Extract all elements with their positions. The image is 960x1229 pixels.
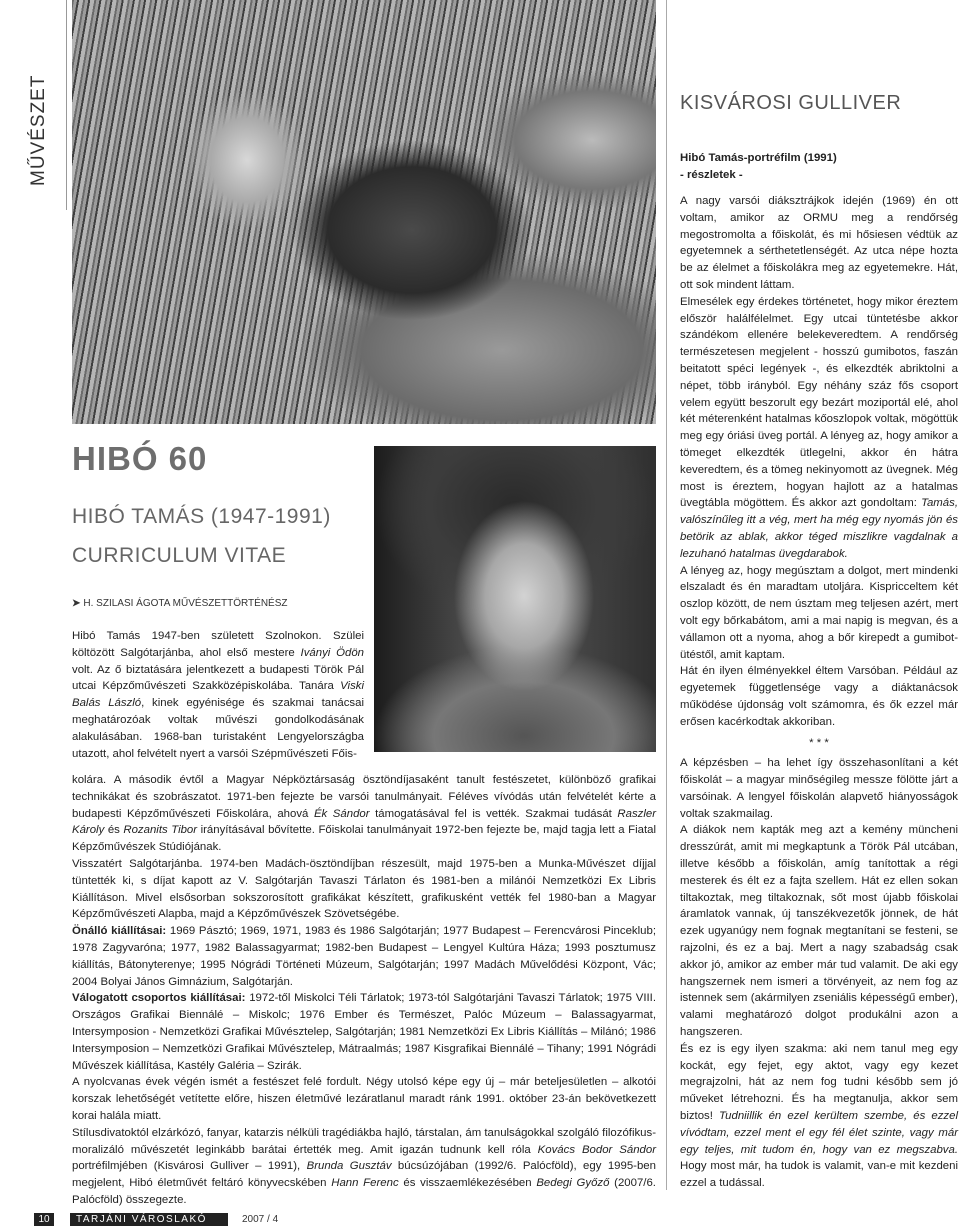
page-title: HIBÓ 60	[72, 440, 208, 477]
arrow-icon: ➤	[72, 598, 81, 609]
text-run: (2007/6. Palócföld) összegezte.	[72, 1177, 656, 1206]
photo-portrait-artist	[374, 446, 656, 752]
paragraph	[72, 923, 656, 990]
text-run: portréfilmjében (Kisvárosi Gulliver – 1991),	[72, 1160, 307, 1173]
interview-title: KISVÁROSI GULLIVER	[680, 92, 902, 114]
photo-reclining-artist	[72, 0, 656, 424]
text-run: és	[104, 824, 124, 837]
paragraph	[72, 856, 656, 923]
section-divider	[66, 0, 67, 210]
text-run: Raszler Károly	[72, 807, 657, 837]
cv-text-wide	[72, 772, 656, 1209]
author-byline: ➤ H. SZILASI ÁGOTA MŰVÉSZETTÖRTÉNÉSZ	[72, 598, 288, 609]
paragraph	[72, 1074, 656, 1124]
text-run: Hát én ilyen élményekkel éltem Varsóban. Például az egyetemek függetlensége vagy a diáktanácsok működése újdonság volt számomra, és ők ezzel már erősen kacérkodtak akkoriban.	[680, 665, 958, 728]
text-run: , kinek egyénisége és szakmai tanácsai meghatározóak voltak művészi gondolkodásának alakulásában. 1968-ban turistaként Lengyelországba utazott, ahol felvételt nyert a varsói Szépművészeti Főis-	[72, 697, 364, 760]
text-run: Elmesélek egy érdekes történetet, hogy mikor éreztem először halálfélelmet. Egy utcai tüntetésbe akkor szándékom ellenére belekeveredtem. A rendőrség természetesen megjelent - hosszú gumibotos, faszán beitatott spéci legények -, és elkezdték abriktolni a népet, több irányból. Egy néhány száz fős csoport velem együtt beszorult egy bezárt moziportál elé, ahol két méterenként hatalmas kőoszlopok voltak, mögöttük meg egy óriási üveg portál. A lényeg az, hogy amikor a tömeget elkezdték ütlegelni, akkor én hátra keveredtem, és a tömeg nekinyomott az üvegnek. Még most is éreztem, hogyan hajlott az a hatalmas üvegtábla mögöttem. És akkor azt gondoltam:	[680, 295, 958, 510]
text-run: Hann Ferenc	[331, 1177, 399, 1190]
artist-subtitle: HIBÓ TAMÁS (1947-1991)	[72, 505, 331, 528]
text-run: búcsúzójában (1992/6. Palócföld), egy 1995-ben megjelent, Hibó életművét feltáró könyvecskében	[72, 1160, 656, 1190]
paragraph	[680, 563, 958, 664]
paragraph	[680, 735, 958, 752]
paragraph	[680, 822, 958, 1040]
text-run: Bedegi Győző	[536, 1177, 610, 1190]
text-run: A diákok nem kapták meg azt a kemény müncheni dresszúrát, amit mi megkaptunk a Török Pál utcában, illetve később a főiskolán, amíg tanítottak a régi mesterek és élt ez a fajta szellem. Hát ez ellen sokan tiltakoztak, meg tiltakoznak, sőt most újabb főiskolai áramlatok vannak, új tanszékvezetők jönnek, de hát ezek ugyanúgy nem fognak megtanítani se festeni, se rajzolni, és ez a baj. Mert a nagy szabadság csak akkor jó, amikor az ember már tud valamit. De aki egy hangszernek nem ismeri a törvényeit, az nem fog az istennek sem (akármilyen zseniális képességű ember), valami meghatározó dolgot produkálni azon a hangszeren.	[680, 824, 958, 1039]
paragraph	[680, 663, 958, 730]
column-divider	[666, 0, 667, 1190]
text-run: Tamás, valószínűleg itt a vég, mert ha még egy nyomás jön és betörik az ablak, akkor téged miszlikre vagdalnak a lezuhanó hatalmas üvegdarabok.	[680, 497, 958, 560]
text-run: Hogy most már, ha tudok is valamit, van-e mit kezdeni ezzel a tudással.	[680, 1160, 958, 1190]
cv-text-narrow	[72, 628, 364, 762]
interview-text	[680, 193, 958, 1192]
cv-heading: CURRICULUM VITAE	[72, 544, 287, 567]
text-run: Hibó Tamás 1947-ben született Szolnokon. Szülei költözött Salgótarjánba, ahol első mestere	[72, 630, 364, 659]
text-run: kolára. A második évtől a Magyar Népköztársaság ösztöndíjasaként tanult festészetet, különböző grafikai technikákat és szobrászatot. 1971-ben fejezte be varsói tanulmányait. Féléves vívódás után felvételét kérte a budapesti Képzőművészeti Főiskolára, ahová	[72, 774, 656, 820]
text-run: Stílusdivatoktól elzárkózó, fanyar, katarzis nélküli tragédiákba hajló, társtalan, ám tanulságokkal szolgáló filozófikus-moralizáló művészetét leginkább barátai értették meg. Amit igazán tudnunk kell róla	[72, 1126, 656, 1156]
text-run: Iványi Ödön	[300, 646, 364, 659]
text-run: irányításával bővítette. Főiskolai tanulmányait 1972-ben fejezte be, majd tagja lett a Fiatal Képzőművészek Stúdiójának.	[72, 824, 656, 854]
text-run: Rozanits Tibor	[123, 824, 198, 837]
page-number: 10	[34, 1213, 54, 1226]
paragraph	[72, 772, 656, 856]
text-run: A nyolcvanas évek végén ismét a festészet felé fordult. Négy utolsó képe egy új – már beteljesületlen – alkotói korszak lehetőségét vetítette előre, hiszen életművé lezáratlanul maradt ránk 1991. október 23-án bekövetkezett korai halála miatt.	[72, 1076, 656, 1122]
paragraph	[72, 990, 656, 1074]
text-run: A képzésben – ha lehet így összehasonlítani a két főiskolát – a magyar minőségileg messze fölötte járt a varsóinak. A lengyel főiskolán alapvető hiányosságok voltak szakmailag.	[680, 757, 958, 820]
journal-name: TARJÁNI VÁROSLAKÓ	[70, 1213, 228, 1226]
text-run: Visszatért Salgótarjánba. 1974-ben Madách-ösztöndíjban részesült, majd 1975-ben a Munka-Művészet díjjal tüntették ki, s díjat kapott az V. Salgótarján Tavaszi Tárlaton és 1981-ben a milánói Nemzetközi Ex Libris Kiállításon. Mivel elsősorban sokszorosított grafikákat készített, grafikusként vették fel 1980-ban a Magyar Képzőművészeti Alapba, majd a Képzőművészek Szövetségébe.	[72, 857, 656, 921]
text-run: * * *	[809, 736, 829, 749]
text-run: Tudniillik én ezel kerültem szembe, és ezzel vívódtam, ezzel ment el egy fél élet szinte, vagy már egy teljes, mit tudom én, hogy van ez megszabva.	[680, 1110, 958, 1156]
text-run: és visszaemlékezésében	[398, 1177, 537, 1190]
text-run: A lényeg az, hogy megúsztam a dolgot, mert mindenki elszaladt és én maradtam utoljára. Kispricceltem két oszlop között, de nem úsztam meg teljesen azért, mert volt egy bőrkabátom, ami a mai napig is megvan, és a vállamon ott a nyoma, ahog a bőr kirepedt a gumibot-ütéstől, amit kaptam.	[680, 564, 958, 661]
film-title-line: Hibó Tamás-portréfilm (1991)	[680, 152, 837, 164]
text-run: támogatásával fel is vették. Szakmai tudását	[369, 807, 618, 820]
text-run: Kovács Bodor Sándor	[537, 1143, 656, 1156]
paragraph	[680, 294, 958, 563]
paragraph	[72, 628, 364, 762]
film-subtitle-line: - részletek -	[680, 168, 743, 181]
text-run: Válogatott csoportos kiállításai:	[72, 992, 246, 1005]
paragraph	[680, 1041, 958, 1192]
text-run: 1969 Pásztó; 1969, 1971, 1983 és 1986 Salgótarján; 1977 Budapest – Ferencvárosi Pinceklub; 1978 Zagyvaróna; 1977, 1982 Balassagyarmat; 1982-ben Budapest – Lengyel Kultúra Háza; 1993 posztumusz kiállítás, Bátonyterenye; 1995 Nógrádi Történeti Múzeum, Salgótarján; 1997 Madách Művelődési Központ, Vác; 2004 Bolyai János Gimnázium, Salgótarján.	[72, 925, 656, 988]
text-run: Önálló kiállításai:	[72, 925, 167, 938]
text-run: A nagy varsói diáksztrájkok idején (1969) én ott voltam, amikor az ORMU meg a rendőrség megostromolta a főiskolát, és mi hősiesen védtük az egyetemnek a sérthetetlenségét. Az utca népe hozta be az élelmet a főiskolákra meg az egyetemekre. Hát, ott sok mindent láttam.	[680, 195, 958, 291]
paragraph	[680, 193, 958, 294]
paragraph	[680, 755, 958, 822]
text-run: 1972-től Miskolci Téli Tárlatok; 1973-tól Salgótarjáni Tavaszi Tárlatok; 1975 VIII. Országos Grafikai Biennálé – Miskolc; 1976 Ember és Természet, Palóc Múzeum – Balassagyarmat, Intersymposion - Nemzetközi Grafikai Művésztelep, Salgótarján; 1981 Nemzetközi Ex Libris Kiállítás – Milánó; 1986 Intersymposion – Nemzetközi Grafikai Művésztelep, Mátraalmás; 1987 Kisgrafikai Biennálé – Tihany; 1991 Nógrádi Művészek kiállítása, Kastély Galéria – Szirák.	[72, 992, 656, 1072]
text-run: Ék Sándor	[313, 807, 370, 820]
text-run: Viski Balás László	[72, 680, 364, 710]
text-run: volt. Az ő biztatására jelentkezett a budapesti Török Pál utcai Képzőművészeti Szakközépiskolába. Tanára	[72, 663, 364, 693]
film-title	[680, 150, 837, 184]
paragraph	[72, 1125, 656, 1209]
section-label: MŰVÉSZET	[28, 74, 49, 186]
text-run: És ez is egy ilyen szakma: aki nem tanul meg egy kockát, egy fejet, egy aktot, vagy egy kezet megrajzolni, hát az nem fog tudni később sem jó műveket létrehozni. És ha megtanulja, akkor sem biztos!	[680, 1042, 958, 1123]
text-run: Brunda Gusztáv	[306, 1160, 392, 1173]
issue-number: 2007 / 4	[242, 1214, 279, 1225]
